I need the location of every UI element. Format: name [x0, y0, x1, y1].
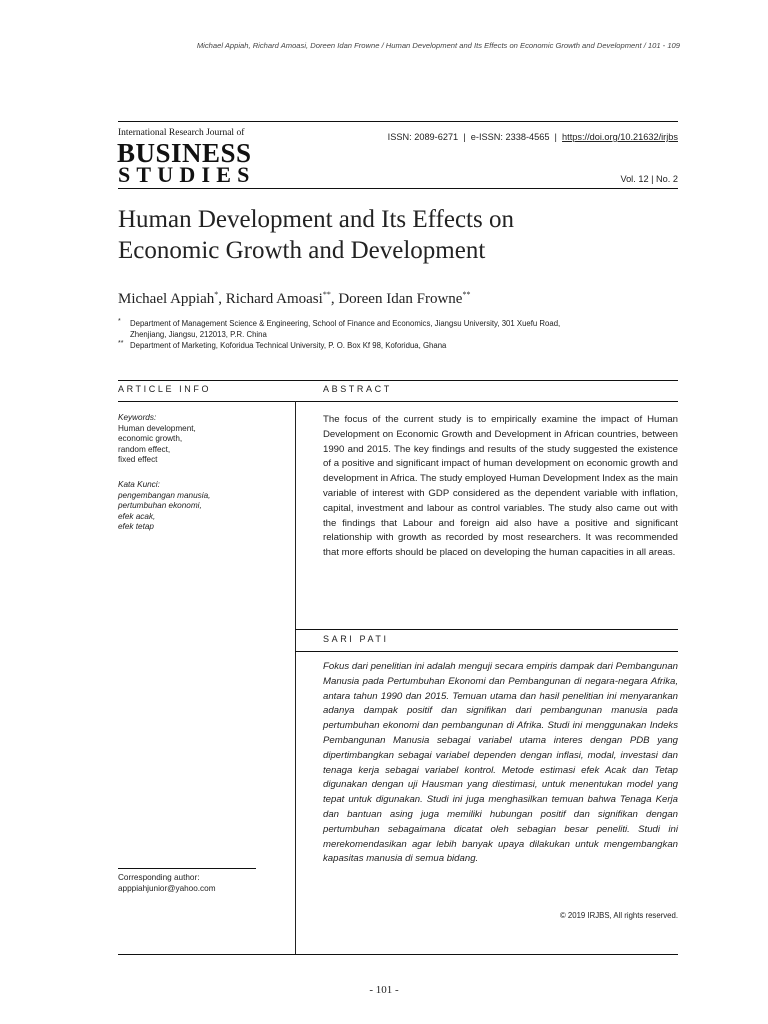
- author-separator: ,: [330, 291, 339, 307]
- affiliation: [118, 340, 678, 351]
- doi-link[interactable]: https://doi.org/10.21632/irjbs: [562, 132, 678, 142]
- affiliation: [118, 318, 678, 340]
- journal-name-line2: STUDIES: [118, 162, 256, 187]
- kata-kunci-item: pengembangan manusia,: [118, 490, 211, 500]
- separator: |: [463, 132, 466, 142]
- abstract-rule: [295, 401, 678, 402]
- page-number: - 101 -: [369, 984, 399, 996]
- correspondence-email[interactable]: apppiahjunior@yahoo.com: [118, 884, 216, 893]
- copyright: © 2019 IRJBS, All rights reserved.: [560, 911, 678, 920]
- abstract-text: The focus of the current study is to empirically examine the impact of Human Development on Economic Growth and Development in African countries, between 1990 and 2015. The key findings and results of the study suggested the existence of a positive and significant impact of human development on economic growth and development in Africa. The study employed Human Development Index as the main variable of interest with GDP considered as the dependent variable with inflation, capital, investment and labour as control variables. The study also came out with the findings that Labour and foreign aid also have a positive and significant relationship with growth as recorded by most researchers. It was recommended that more efforts should be placed on developing the human capacities in all areas.: [323, 414, 678, 559]
- affiliation-mark: *: [118, 318, 121, 325]
- author-mark: **: [462, 290, 471, 299]
- keywords-block: [118, 413, 288, 466]
- column-divider: [295, 401, 296, 955]
- author-mark: **: [322, 290, 331, 299]
- kata-kunci-item: efek acak,: [118, 511, 156, 521]
- affiliation-line: Zhenjiang, Jiangsu, 212013, P.R. China: [130, 330, 267, 339]
- author-mark: *: [214, 290, 219, 299]
- affiliation-mark: **: [118, 340, 124, 347]
- kata-kunci-block: [118, 480, 288, 533]
- masthead-bottom-rule: [118, 188, 678, 189]
- volume-issue: Vol. 12 | No. 2: [620, 174, 678, 184]
- sari-pati-top-rule: [295, 629, 678, 630]
- correspondence-label: Corresponding author:: [118, 873, 200, 882]
- info-left-rule: [118, 401, 295, 402]
- kata-kunci-item: pertumbuhan ekonomi,: [118, 501, 202, 510]
- issn-line: [300, 132, 678, 142]
- authors: [118, 290, 470, 308]
- keyword-item: fixed effect: [118, 455, 158, 464]
- eissn: e-ISSN: 2338-4565: [470, 132, 550, 142]
- article-info-heading: ARTICLE INFO: [118, 384, 212, 394]
- kata-kunci-item: efek tetap: [118, 522, 154, 531]
- affiliation-line: Department of Marketing, Koforidua Technical University, P. O. Box Kf 98, Koforidua, Ghana: [130, 341, 447, 350]
- running-header: Michael Appiah, Richard Amoasi, Doreen Idan Frowne / Human Development and Its Effects on Economic Growth and Development / 101 - 109: [196, 41, 680, 50]
- kata-kunci-label: Kata Kunci:: [118, 480, 160, 489]
- affiliation-line: Department of Management Science & Engineering, School of Finance and Economics, Jiangsu University, 301 Xuefu Road,: [130, 319, 561, 328]
- keyword-item: Human development,: [118, 423, 196, 433]
- masthead-top-rule: [118, 121, 678, 122]
- correspondence-rule: [118, 868, 256, 869]
- keyword-item: economic growth,: [118, 434, 183, 443]
- journal-name-line1: BUSINESS: [117, 138, 252, 168]
- keywords-label: Keywords:: [118, 413, 157, 422]
- separator: |: [554, 132, 557, 142]
- author-name: Doreen Idan Frowne: [338, 291, 463, 307]
- title-line-1: Human Development and Its Effects on: [118, 206, 514, 233]
- author-name: Richard Amoasi: [225, 291, 323, 307]
- sari-pati-bottom-rule: [295, 651, 678, 652]
- author-separator: ,: [218, 291, 226, 307]
- sari-pati-heading: SARI PATI: [323, 634, 389, 644]
- journal-prefix: International Research Journal of: [118, 128, 245, 138]
- issn: ISSN: 2089-6271: [387, 132, 459, 142]
- keyword-item: random effect,: [118, 444, 171, 454]
- title-line-2: Economic Growth and Development: [118, 237, 486, 264]
- info-top-rule: [118, 380, 678, 381]
- sari-pati-text: Fokus dari penelitian ini adalah menguji secara empiris dampak dari Pembangunan Manusia pada Pertumbuhan Ekonomi dan Pembangunan di negara-negara Afrika, antara tahun 1990 dan 2015. Temuan utama dan hasil penelitian ini menyarankan adanya dampak positif dan signifikan dari pembangunan manusia pada pertumbuhan ekonomi dan pembangunan di Afrika. Studi ini menggunakan Indeks Pembangunan Manusia sebagai variabel utama interes dengan PDB yang dipertimbangkan sebagai variabel dependen dengan inflasi, modal, investasi dan tenaga kerja sebagai variabel kontrol. Metode estimasi efek Acak dan Tetap digunakan dengan uji Hausman yang diestimasi, untuk menentukan model yang tepat untuk digunakan. Studi ini juga menghasilkan temuan bahwa Tenaga Kerja dan bantuan asing juga memiliki hubungan positif dan signifikan dengan pertumbuhan sebagaimana dicatat oleh sebagian besar peneliti. Studi ini merekomendasikan agar lebih banyak upaya dilakukan untuk mengembangkan kapasitas manusia di semua bidang.: [323, 661, 678, 865]
- article-title: [118, 204, 678, 266]
- correspondence: [118, 872, 216, 894]
- bottom-rule: [118, 954, 678, 955]
- abstract-heading: ABSTRACT: [323, 384, 392, 394]
- author-name: Michael Appiah: [118, 291, 215, 307]
